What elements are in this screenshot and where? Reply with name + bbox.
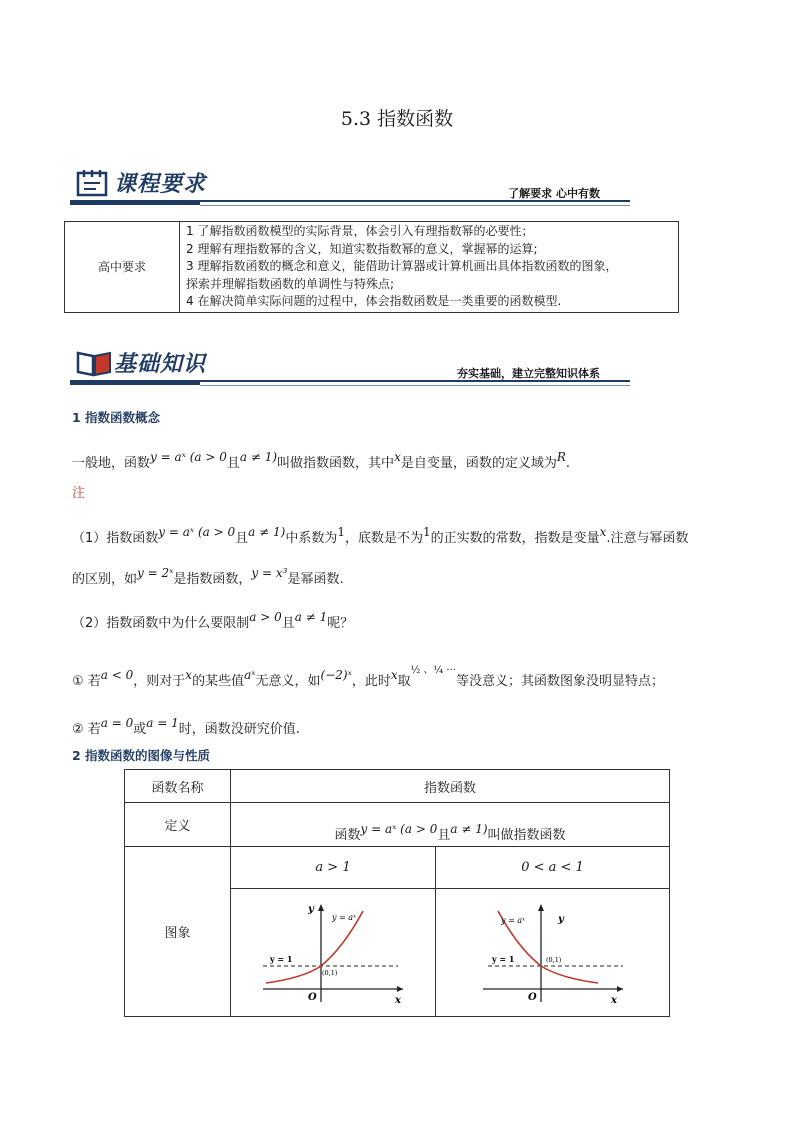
definition-paragraph: 一般地，函数y = aˣ (a > 0且a ≠ 1)叫做指数函数，其中x是自变量，函数的定义域为R. [72,450,571,471]
banner-subtitle: 了解要求 心中有数 [508,187,600,200]
point-label: (0,1) [322,968,338,977]
open-book-icon [76,349,112,377]
requirements-label: 高中要求 [65,222,180,313]
requirement-item: 2 理解有理指数幂的含义，知道实数指数幂的意义，掌握幂的运算; [186,241,538,256]
case-1: ① 若a < 0，则对于x的某些值aˣ无意义，如(−2)ˣ，此时x取$^{\frac{1}{2} 、\frac{1}{4} \cdot\cdot\cdot}$等没意义；其函数图象没明显特点； [72,665,664,689]
origin-label: O [308,991,317,1003]
banner-bar [70,380,200,385]
requirement-item: 探索并理解指数函数的单调性与特殊点; [186,276,395,291]
requirement-item: 3 理解指数函数的概念和意义，能借助计算器或计算机画出具体指数函数的图象， [186,259,618,273]
requirement-item: 1 了解指数函数模型的实际背景，体会引入有理指数幂的必要性； [186,224,534,238]
section-heading: 2 指数函数的图像与性质 [72,748,211,763]
note-2: （2）指数函数中为什么要限制a > 0且a ≠ 1呢？ [72,610,354,631]
note-1: （1）指数函数y = aˣ (a > 0且a ≠ 1)中系数为1，底数是不为1的正实数的常数，指数是变量x.注意与幂函数 [72,525,689,546]
note-1-continued: 的区别，如y = 2ˣ是指数函数，y = x³是幂函数. [72,566,344,587]
point-label: (0,1) [545,955,561,964]
curve-label: y = aˣ [332,912,356,922]
graph-cell-lt1 [436,889,670,1017]
y-axis-label: y [308,903,314,915]
banner-title: 基础知识 [114,352,207,377]
graph-label: 图象 [125,847,231,1017]
banner-title: 课程要求 [114,172,207,197]
asymptote-label: y = 1 [270,953,293,964]
requirements-list [180,222,679,313]
banner-bar [70,200,200,205]
table-header-function: 指数函数 [231,770,670,803]
x-axis-label: x [395,994,401,1006]
definition-cell: 函数y = aˣ (a > 0且a ≠ 1)叫做指数函数 [231,803,670,847]
case-2: ② 若a = 0或a = 1时，函数没研究价值. [72,716,300,737]
y-axis-label: y [557,913,564,925]
notepad-icon [76,169,110,197]
origin-label: O [527,991,537,1003]
table-header-name: 函数名称 [125,770,231,803]
banner-subtitle: 夯实基础，建立完整知识体系 [457,367,600,380]
banner-basic-knowledge [70,345,630,389]
requirements-table [64,221,679,313]
graph-cell-gt1 [231,889,436,1017]
properties-table [124,769,670,1017]
case-header-gt1: a > 1 [231,847,436,889]
exp-graph-lt1 [478,898,628,1008]
curve-label: y = aˣ [500,915,525,925]
page-title: 5.3 指数函数 [340,108,454,130]
note-label: 注 [72,486,86,501]
section-heading: 1 指数函数概念 [72,410,161,425]
asymptote-label: y = 1 [491,953,514,964]
banner-course-requirements [70,165,630,209]
definition-label: 定义 [125,803,231,847]
case-header-lt1: 0 < a < 1 [436,847,670,889]
requirement-item: 4 在解决简单实际问题的过程中，体会指数函数是一类重要的函数模型. [186,294,562,308]
x-axis-label: x [610,994,617,1006]
exp-graph-gt1 [258,898,408,1008]
